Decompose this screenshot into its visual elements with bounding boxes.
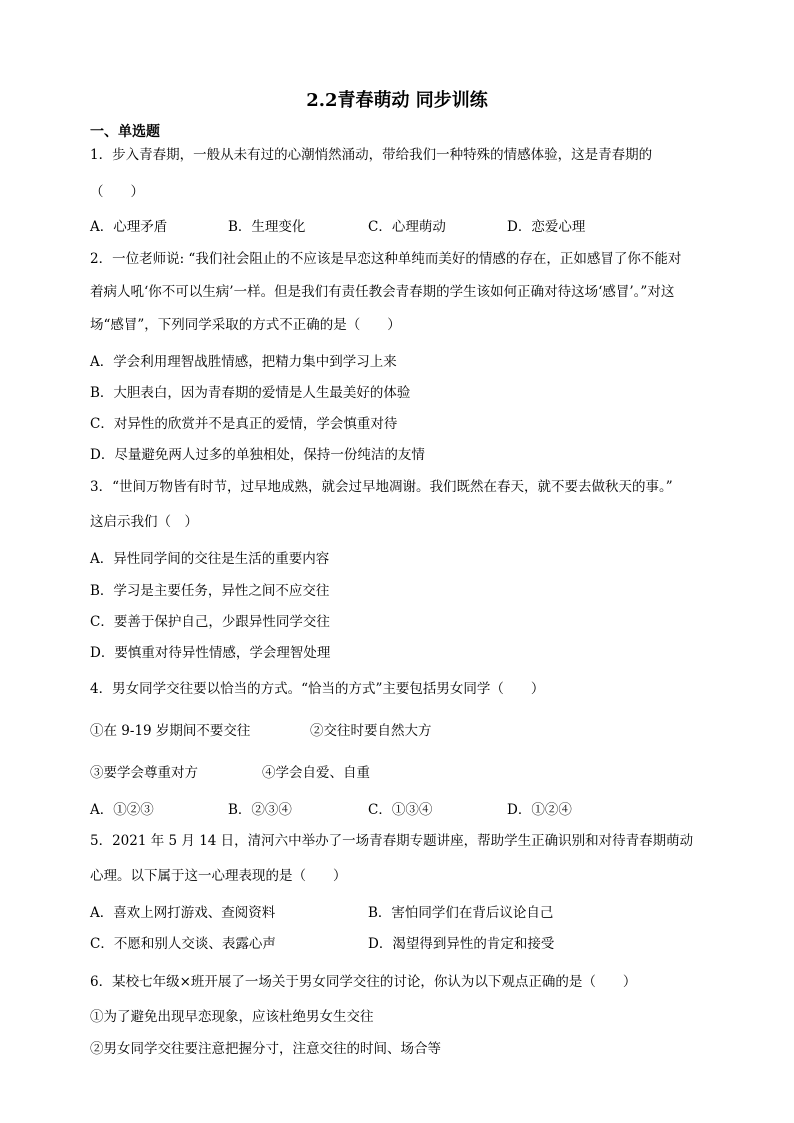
question-6-stem: 6．某校七年级×班开展了一场关于男女同学交往的讨论，你认为以下观点正确的是（ ） [90,974,637,990]
question-4-item-1: ①在 9-19 岁期间不要交往 [90,723,251,739]
question-4-item-2: ②交往时要自然大方 [310,723,432,739]
question-6-item-2: ②男女同学交往要注意把握分寸，注意交往的时间、场合等 [90,1041,441,1057]
question-1-option-d: D．恋爱心理 [507,219,586,235]
question-1-stem: 1．步入青春期，一般从未有过的心潮悄然涌动，带给我们一种特殊的情感体验，这是青春期的 [90,147,653,163]
question-5-option-d: D．渴望得到异性的肯定和接受 [368,936,555,952]
question-5-option-c: C．不愿和别人交谈、表露心声 [90,936,276,952]
question-2-stem-line-2: 着病人吼‘你不可以生病’一样。但是我们有责任教会青春期的学生该如何正确对待这场‘感冒’。”对这 [90,284,675,300]
document-title: 2.2青春萌动 同步训练 [306,90,488,111]
question-4-option-b: B．②③④ [228,802,292,818]
question-3-option-d: D．要慎重对待异性情感，学会理智处理 [90,645,331,661]
question-2-option-c: C．对异性的欣赏并不是真正的爱情，学会慎重对待 [90,416,398,432]
question-5-stem-line-2: 心理。以下属于这一心理表现的是（ ） [90,868,347,884]
question-2-option-a: A．学会利用理智战胜情感，把精力集中到学习上来 [90,354,397,370]
question-3-option-c: C．要善于保护自己，少跟异性同学交往 [90,614,330,630]
question-1-option-c: C．心理萌动 [368,219,446,235]
question-4-option-c: C．①③④ [368,802,433,818]
question-2-stem-line-3: 场“感冒”，下列同学采取的方式不正确的是（ ） [90,317,401,333]
question-2-option-d: D．尽量避免两人过多的单独相处，保持一份纯洁的友情 [90,447,425,463]
question-1-blank: （ ） [90,184,144,200]
question-6-item-1: ①为了避免出现早恋现象，应该杜绝男女生交往 [90,1009,374,1025]
question-2-option-b: B．大胆表白，因为青春期的爱情是人生最美好的体验 [90,385,411,401]
question-1-option-a: A．心理矛盾 [90,219,168,235]
question-4-option-d: D．①②④ [507,802,572,818]
question-3-option-a: A．异性同学间的交往是生活的重要内容 [90,551,330,567]
question-5-option-b: B．害怕同学们在背后议论自己 [368,905,554,921]
question-1-option-b: B．生理变化 [228,219,306,235]
question-5-option-a: A．喜欢上网打游戏、查阅资料 [90,905,276,921]
question-3-option-b: B．学习是主要任务，异性之间不应交往 [90,583,330,599]
question-4-item-4: ④学会自爱、自重 [262,765,370,781]
section-heading: 一、单选题 [90,124,160,140]
question-2-stem-line-1: 2．一位老师说: “我们社会阻止的不应该是早恋这种单纯而美好的情感的存在，正如感冒了你不能对 [90,251,682,267]
question-3-stem-line-1: 3．“世间万物皆有时节，过早地成熟，就会过早地凋谢。我们既然在春天，就不要去做秋天的事。” [90,479,673,495]
question-4-stem: 4．男女同学交往要以恰当的方式。“恰当的方式”主要包括男女同学（ ） [90,681,545,697]
question-3-stem-line-2: 这启示我们（ ） [90,514,198,530]
question-4-option-a: A．①②③ [90,802,154,818]
question-5-stem-line-1: 5．2021 年 5 月 14 日，清河六中举办了一场青春期专题讲座，帮助学生正确识别和对待青春期萌动 [90,833,694,849]
question-4-item-3: ③要学会尊重对方 [90,765,198,781]
